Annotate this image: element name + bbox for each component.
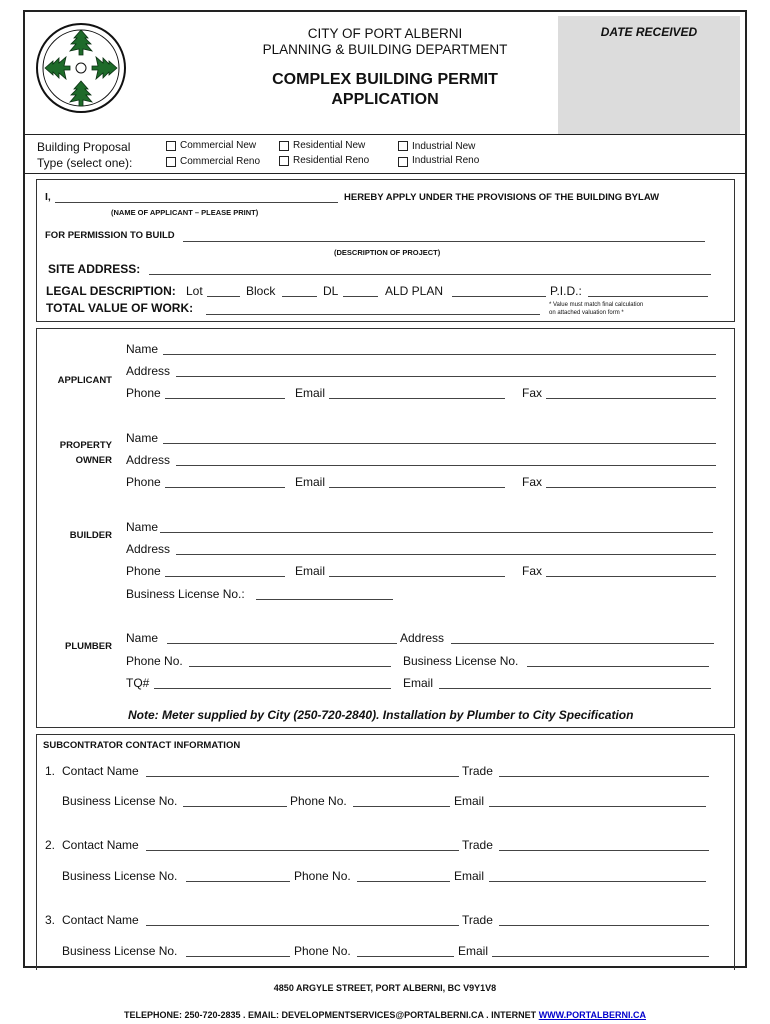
sub3-number: 3. xyxy=(45,913,56,927)
sub1-phone-input[interactable] xyxy=(353,794,450,807)
dl-label: DL xyxy=(323,284,339,298)
block-label: Block xyxy=(246,284,276,298)
option-residential-reno: Residential Reno xyxy=(293,155,370,166)
plumber-address-input[interactable] xyxy=(451,631,714,644)
value-note-line2: on attached valuation form * xyxy=(549,310,624,316)
applicant-name-field[interactable] xyxy=(55,190,338,203)
footer-contact-line xyxy=(0,1010,770,1020)
proposal-label-line1: Building Proposal xyxy=(37,140,131,154)
sub1-license-input[interactable] xyxy=(183,794,287,807)
option-commercial-reno: Commercial Reno xyxy=(180,156,261,167)
builder-label: BUILDER xyxy=(69,530,112,541)
applicant-name-label: Name xyxy=(126,342,159,356)
proposal-label-line2: Type (select one): xyxy=(37,156,133,170)
checkbox-residential-reno[interactable] xyxy=(279,156,289,166)
checkbox-commercial-new[interactable] xyxy=(166,141,176,151)
owner-name-label: Name xyxy=(126,431,159,445)
dl-field[interactable] xyxy=(343,284,378,297)
sub2-trade-label: Trade xyxy=(462,838,493,852)
owner-address-label: Address xyxy=(126,453,171,467)
owner-email-input[interactable] xyxy=(329,475,505,488)
i-label: I, xyxy=(45,191,51,203)
builder-address-input[interactable] xyxy=(176,542,716,555)
permission-label: FOR PERMISSION TO BUILD xyxy=(45,230,175,241)
checkbox-industrial-new[interactable] xyxy=(398,141,408,151)
builder-email-input[interactable] xyxy=(329,564,505,577)
sub3-trade-label: Trade xyxy=(462,913,493,927)
owner-label-line2: OWNER xyxy=(75,455,112,466)
plumber-name-label: Name xyxy=(126,631,159,645)
sub1-phone-label: Phone No. xyxy=(290,794,347,808)
sub1-email-input[interactable] xyxy=(489,794,706,807)
lot-label: Lot xyxy=(186,284,203,298)
header-divider xyxy=(25,134,745,135)
checkbox-commercial-reno[interactable] xyxy=(166,157,176,167)
legal-description-label: LEGAL DESCRIPTION: xyxy=(46,284,176,298)
plumber-name-input[interactable] xyxy=(167,631,397,644)
sub2-phone-input[interactable] xyxy=(357,869,450,882)
sub2-contact-label: Contact Name xyxy=(62,838,139,852)
sub1-trade-input[interactable] xyxy=(499,764,709,777)
sub3-trade-input[interactable] xyxy=(499,913,709,926)
sub2-license-input[interactable] xyxy=(186,869,290,882)
owner-address-input[interactable] xyxy=(176,453,716,466)
subcontractor-heading: SUBCONTRATOR CONTACT INFORMATION xyxy=(43,740,241,751)
builder-phone-label: Phone xyxy=(126,564,161,578)
builder-name-label: Name xyxy=(126,520,159,534)
name-hint: (NAME OF APPLICANT – PLEASE PRINT) xyxy=(111,208,259,217)
sub3-phone-label: Phone No. xyxy=(294,944,351,958)
sub1-license-label: Business License No. xyxy=(62,794,178,808)
sub2-phone-label: Phone No. xyxy=(294,869,351,883)
sub2-email-label: Email xyxy=(454,869,485,883)
builder-name-input[interactable] xyxy=(160,520,713,533)
hereby-apply-text: HEREBY APPLY UNDER THE PROVISIONS OF THE BUILDING BYLAW xyxy=(344,192,660,203)
ald-plan-label: ALD PLAN xyxy=(385,284,444,298)
option-residential-new: Residential New xyxy=(293,140,366,151)
applicant-phone-label: Phone xyxy=(126,386,161,400)
sub1-email-label: Email xyxy=(454,794,485,808)
sub2-trade-input[interactable] xyxy=(499,838,709,851)
total-value-field[interactable] xyxy=(206,302,540,315)
site-address-field[interactable] xyxy=(149,262,711,275)
site-address-label: SITE ADDRESS: xyxy=(48,262,141,276)
owner-fax-input[interactable] xyxy=(546,475,716,488)
sub3-contact-input[interactable] xyxy=(146,913,459,926)
sub2-email-input[interactable] xyxy=(489,869,706,882)
sub1-trade-label: Trade xyxy=(462,764,493,778)
checkbox-residential-new[interactable] xyxy=(279,141,289,151)
sub3-email-input[interactable] xyxy=(492,944,709,957)
builder-phone-input[interactable] xyxy=(165,564,285,577)
applicant-email-label: Email xyxy=(295,386,326,400)
sub1-contact-label: Contact Name xyxy=(62,764,139,778)
builder-fax-label: Fax xyxy=(522,564,543,578)
city-logo xyxy=(35,22,127,114)
footer-address: 4850 ARGYLE STREET, PORT ALBERNI, BC V9Y1V8 xyxy=(273,983,497,993)
sub1-number: 1. xyxy=(45,764,56,778)
plumber-email-label: Email xyxy=(403,676,434,690)
block-field[interactable] xyxy=(282,284,317,297)
pid-label: P.I.D.: xyxy=(550,284,582,298)
sub2-license-label: Business License No. xyxy=(62,869,178,883)
sub1-contact-input[interactable] xyxy=(146,764,459,777)
owner-fax-label: Fax xyxy=(522,475,543,489)
footer-contact: TELEPHONE: 250-720-2835 . EMAIL: DEVELOPMENTSERVICES@PORTALBERNI.CA . INTERNET xyxy=(123,1010,537,1020)
sub2-contact-input[interactable] xyxy=(146,838,459,851)
option-commercial-new: Commercial New xyxy=(180,140,257,151)
proposal-divider xyxy=(25,173,745,174)
form-title-line1: COMPLEX BUILDING PERMIT xyxy=(272,71,498,88)
owner-email-label: Email xyxy=(295,475,326,489)
plumber-license-label: Business License No. xyxy=(403,654,519,668)
applicant-fax-label: Fax xyxy=(522,386,543,400)
pid-field[interactable] xyxy=(588,284,708,297)
sub2-number: 2. xyxy=(45,838,56,852)
plumber-email-input[interactable] xyxy=(439,676,711,689)
plumber-license-input[interactable] xyxy=(527,654,709,667)
applicant-phone-input[interactable] xyxy=(165,386,285,399)
builder-license-input[interactable] xyxy=(256,587,393,600)
website-link[interactable]: WWW.PORTALBERNI.CA xyxy=(538,1010,647,1020)
plumber-tq-input[interactable] xyxy=(154,676,391,689)
sub3-phone-input[interactable] xyxy=(357,944,454,957)
builder-address-label: Address xyxy=(126,542,171,556)
form-title-line2: APPLICATION xyxy=(331,91,439,108)
checkbox-industrial-reno[interactable] xyxy=(398,157,408,167)
applicant-name-input[interactable] xyxy=(163,342,716,355)
plumber-tq-label: TQ# xyxy=(126,676,150,690)
sub3-contact-label: Contact Name xyxy=(62,913,139,927)
total-value-label: TOTAL VALUE OF WORK: xyxy=(46,301,194,315)
plumber-phone-label: Phone No. xyxy=(126,654,183,668)
ald-plan-field[interactable] xyxy=(452,284,546,297)
sub3-license-label: Business License No. xyxy=(62,944,178,958)
department-name: PLANNING & BUILDING DEPARTMENT xyxy=(262,42,508,57)
sub3-license-input[interactable] xyxy=(186,944,290,957)
builder-license-label: Business License No.: xyxy=(126,587,245,601)
plumber-phone-input[interactable] xyxy=(189,654,391,667)
lot-field[interactable] xyxy=(207,284,240,297)
date-received-box xyxy=(558,16,740,134)
applicant-fax-input[interactable] xyxy=(546,386,716,399)
owner-name-input[interactable] xyxy=(163,431,716,444)
value-note-line1: * Value must match final calculation xyxy=(549,302,644,308)
plumber-address-label: Address xyxy=(400,631,445,645)
owner-phone-input[interactable] xyxy=(165,475,285,488)
applicant-address-label: Address xyxy=(126,364,171,378)
applicant-label: APPLICANT xyxy=(57,375,112,386)
builder-email-label: Email xyxy=(295,564,326,578)
option-industrial-reno: Industrial Reno xyxy=(412,155,480,166)
city-name: CITY OF PORT ALBERNI xyxy=(307,26,463,41)
plumber-label: PLUMBER xyxy=(65,641,112,652)
builder-fax-input[interactable] xyxy=(546,564,716,577)
date-received-label: DATE RECEIVED xyxy=(600,25,698,39)
option-industrial-new: Industrial New xyxy=(412,141,476,152)
project-permission-field[interactable] xyxy=(183,229,705,242)
description-hint: (DESCRIPTION OF PROJECT) xyxy=(334,248,441,257)
applicant-address-input[interactable] xyxy=(176,364,716,377)
sub3-email-label: Email xyxy=(458,944,489,958)
meter-note: Note: Meter supplied by City (250-720-2840). Installation by Plumber to City Specification xyxy=(128,708,634,722)
owner-label-line1: PROPERTY xyxy=(59,440,112,451)
applicant-email-input[interactable] xyxy=(329,386,505,399)
owner-phone-label: Phone xyxy=(126,475,161,489)
